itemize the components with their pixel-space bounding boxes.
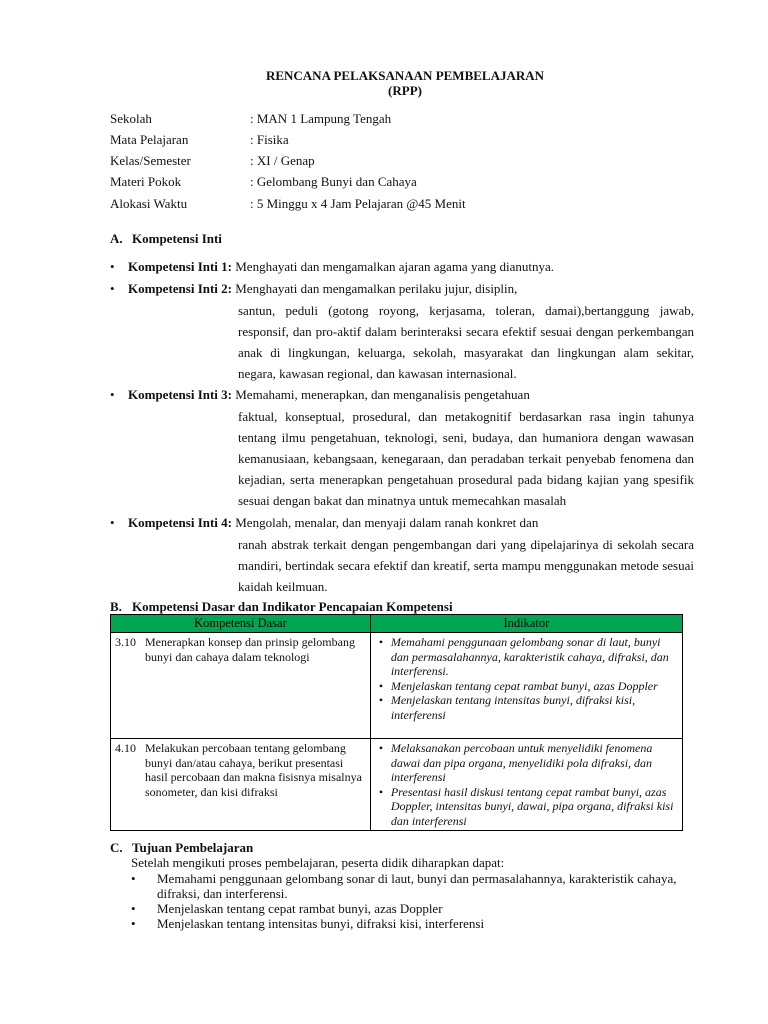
list-item: • Presentasi hasil diskusi tentang cepat rambat bunyi, azas Doppler, intensitas bunyi, dawai, pipa organa, difraksi kisi dan interferensi — [375, 785, 678, 829]
ki-label: Kompetensi Inti 1: — [128, 259, 232, 274]
table-header-row — [111, 615, 683, 633]
bullet-icon: • — [110, 281, 115, 296]
list-item: • Melaksanakan percobaan untuk menyelidiki fenomena dawai dan pipa organa, menyelidiki pola difraksi, dan interferensi — [375, 741, 678, 785]
ki-line: mandiri, bertindak secara efektif dan kreatif, serta mampu menggunakan metode sesuai — [238, 558, 694, 573]
ki-line: anak di lingkungan, keluarga, sekolah, masyarakat dan lingkungan alam sekitar, — [238, 345, 694, 360]
kd-number: 3.10 — [115, 635, 136, 649]
list-item — [131, 916, 691, 931]
bullet-icon: • — [110, 259, 115, 274]
ki-label: Kompetensi Inti 2: — [128, 281, 232, 296]
header-indikator: Indikator — [370, 615, 682, 633]
kompetensi-table — [110, 614, 683, 831]
info-label: Materi Pokok — [110, 174, 182, 189]
ki-text: Menghayati dan mengamalkan ajaran agama yang dianutnya. — [235, 259, 554, 274]
info-label: Alokasi Waktu — [110, 196, 188, 211]
kd-cell — [111, 739, 371, 831]
ki-line: faktual, konseptual, prosedural, dan metakognitif berdasarkan rasa ingin tahunya — [238, 409, 694, 424]
ki-line: kemanusiaan, kebangsaan, kenegaraan, dan peradaban terkait penyebab fenomena dan — [238, 451, 694, 466]
section-letter: B. — [110, 599, 122, 614]
ki-3-continuation — [238, 406, 694, 511]
section-title: Kompetensi Dasar dan Indikator Pencapaian Kompetensi — [132, 599, 453, 614]
kd-cell — [111, 633, 371, 739]
ki-text: Memahami, menerapkan, dan menganalisis pengetahuan — [235, 387, 530, 402]
list-item: • Menjelaskan tentang cepat rambat bunyi, azas Doppler — [375, 679, 678, 694]
section-c-heading — [110, 840, 253, 856]
ki-2 — [110, 281, 517, 297]
info-value: : Gelombang Bunyi dan Cahaya — [250, 174, 417, 189]
indicator-cell — [370, 739, 682, 831]
document-title: RENCANA PELAKSANAAN PEMBELAJARAN — [265, 68, 545, 83]
section-title: Kompetensi Inti — [132, 231, 222, 246]
list-item — [131, 871, 691, 901]
info-value: : MAN 1 Lampung Tengah — [250, 111, 392, 126]
section-a-heading — [110, 231, 222, 247]
bullet-icon: • — [110, 387, 115, 402]
tujuan-text: Menjelaskan tentang intensitas bunyi, difraksi kisi, interferensi — [157, 916, 485, 931]
bullet-icon: • — [131, 901, 136, 916]
ki-1 — [110, 259, 554, 275]
list-item — [131, 901, 691, 916]
indicator-list — [375, 635, 678, 722]
bullet-icon: • — [110, 515, 115, 530]
info-label: Kelas/Semester — [110, 153, 191, 168]
indicator-cell — [370, 633, 682, 739]
ki-line: sesuai dengan bakat dan minatnya untuk memecahkan masalah — [238, 493, 567, 508]
ki-4-continuation — [238, 534, 694, 597]
ki-line: kejadian, serta menerapkan pengetahuan prosedural pada bidang kajian yang spesifik — [238, 472, 694, 487]
ki-line: santun, peduli (gotong royong, kerjasama, toleran, damai),bertanggung jawab, — [238, 303, 694, 318]
ki-line: negara, kawasan regional, dan kawasan internasional. — [238, 366, 517, 381]
section-letter: A. — [110, 231, 123, 246]
info-value: : XI / Genap — [250, 153, 315, 168]
indicator-list — [375, 741, 678, 828]
document-subtitle: (RPP) — [388, 83, 422, 98]
ki-line: ranah abstrak terkait dengan pengembangan dari yang dipelajarinya di sekolah secara — [238, 537, 694, 552]
info-label: Mata Pelajaran — [110, 132, 189, 147]
ki-2-continuation — [238, 300, 694, 384]
table-row — [111, 739, 683, 831]
ki-text: Menghayati dan mengamalkan perilaku jujur, disiplin, — [235, 281, 518, 296]
tujuan-intro: Setelah mengikuti proses pembelajaran, peserta didik diharapkan dapat: — [131, 855, 505, 870]
kd-text: Melakukan percobaan tentang gelombang bunyi dan/atau cahaya, berikut presentasi hasil percobaan dan makna fisisnya misalnya sonometer, dan kisi difraksi — [145, 741, 362, 799]
ki-label: Kompetensi Inti 4: — [128, 515, 232, 530]
section-b-heading — [110, 599, 453, 615]
ki-label: Kompetensi Inti 3: — [128, 387, 232, 402]
bullet-icon: • — [131, 916, 136, 931]
kd-number: 4.10 — [115, 741, 136, 755]
bullet-icon: • — [131, 871, 136, 886]
tujuan-text: Menjelaskan tentang cepat rambat bunyi, azas Doppler — [157, 901, 443, 916]
ki-4 — [110, 515, 538, 531]
header-kompetensi-dasar: Kompetensi Dasar — [111, 615, 371, 633]
list-item: • Memahami penggunaan gelombang sonar di laut, bunyi dan permasalahannya, karakteristik cahaya, difraksi, dan interferensi. — [375, 635, 678, 679]
tujuan-text: Memahami penggunaan gelombang sonar di laut, bunyi dan permasalahannya, karakteristik cahaya, difraksi, dan interferensi. — [157, 871, 677, 901]
ki-line: kaidah keilmuan. — [238, 579, 328, 594]
ki-text: Mengolah, menalar, dan menyaji dalam ranah konkret dan — [235, 515, 539, 530]
ki-line: tentang ilmu pengetahuan, teknologi, seni, budaya, dan humaniora dengan wawasan — [238, 430, 694, 445]
info-label: Sekolah — [110, 111, 152, 126]
section-letter: C. — [110, 840, 123, 855]
list-item: • Menjelaskan tentang intensitas bunyi, difraksi kisi, interferensi — [375, 693, 678, 722]
ki-3 — [110, 387, 530, 403]
ki-line: responsif, dan pro-aktif dalam berinteraksi secara efektif sesuai dengan perkembangan — [238, 324, 694, 339]
table-row — [111, 633, 683, 739]
info-value: : Fisika — [250, 132, 289, 147]
kd-text: Menerapkan konsep dan prinsip gelombang bunyi dan cahaya dalam teknologi — [145, 635, 355, 664]
section-title: Tujuan Pembelajaran — [132, 840, 254, 855]
info-value: : 5 Minggu x 4 Jam Pelajaran @45 Menit — [250, 196, 466, 211]
